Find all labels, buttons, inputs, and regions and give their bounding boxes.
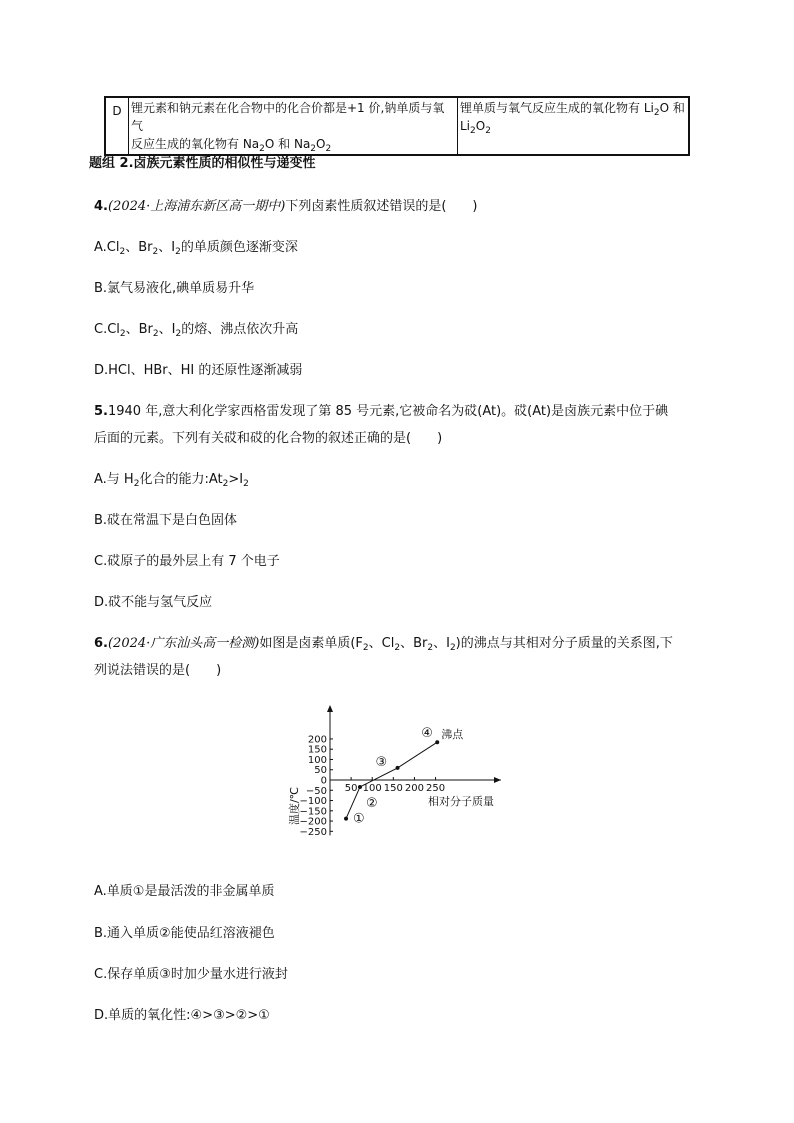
right-line1: 锂单质与氧气反应生成的氧化物有 Li <box>460 101 654 115</box>
question-number: 5. <box>94 404 108 419</box>
annotation-boiling-point: 沸点 <box>441 728 464 742</box>
question-text: 、I <box>433 636 450 651</box>
question-source: (2024·上海浦东新区高一期中) <box>107 199 286 214</box>
option-text: A.与 H <box>94 472 134 487</box>
x-tick-label: 200 <box>404 783 424 794</box>
option-text: C.Cl <box>94 322 120 337</box>
x-tick-label: 50 <box>344 783 358 794</box>
right-line1-end: O 和 <box>659 101 685 115</box>
y-tick-label: −250 <box>299 826 327 838</box>
option-d-table <box>104 96 690 156</box>
table-row <box>105 97 689 155</box>
subscript: 2 <box>222 479 229 489</box>
subscript: 2 <box>119 247 126 257</box>
question-6-line2: 列说法错误的是( ) <box>94 663 222 678</box>
question-5-line2: 后面的元素。下列有关砹和砹的化合物的叙述正确的是( ) <box>94 431 443 446</box>
option-text: 、Br <box>125 240 153 255</box>
subscript: 2 <box>362 643 369 653</box>
y-tick-label: −150 <box>299 806 327 818</box>
question-text: 下列卤素性质叙述错误的是( ) <box>285 199 478 214</box>
data-point <box>358 785 362 789</box>
option-text: 、I <box>158 322 176 337</box>
point-label: ① <box>353 811 365 827</box>
q4-option-a <box>94 240 298 256</box>
point-label: ④ <box>421 726 433 742</box>
subscript: 2 <box>427 643 434 653</box>
data-point <box>344 817 348 821</box>
subscript: 2 <box>175 247 181 257</box>
y-axis-label: 温度/℃ <box>288 786 301 826</box>
subscript: 2 <box>133 479 140 489</box>
q4-option-d: D.HCl、HBr、HI 的还原性逐渐减弱 <box>94 363 303 378</box>
question-text: 、Cl <box>368 636 395 651</box>
q5-option-b: B.砹在常温下是白色固体 <box>94 513 238 528</box>
x-axis-arrow <box>494 777 501 783</box>
q5-option-c: C.砹原子的最外层上有 7 个电子 <box>94 554 280 569</box>
subscript: 2 <box>653 108 660 118</box>
left-line2-mid: O 和 Na <box>264 137 311 151</box>
q5-option-a <box>94 472 249 488</box>
right-line2-mid: O <box>475 119 486 133</box>
subscript: 2 <box>259 144 265 154</box>
y-tick-label: 150 <box>307 744 327 756</box>
right-cell <box>458 97 690 155</box>
group-title: 题组 2.卤族元素性质的相似性与递变性 <box>89 156 316 171</box>
question-5-line1 <box>94 404 668 420</box>
data-point <box>396 766 400 770</box>
x-tick-label: 100 <box>362 783 382 794</box>
y-tick-label: −50 <box>305 785 327 797</box>
option-text: 、Br <box>125 322 153 337</box>
left-cell <box>129 97 458 155</box>
subscript: 2 <box>152 329 159 339</box>
q4-option-b: B.氯气易液化,碘单质易升华 <box>94 281 255 296</box>
q5-option-d: D.砹不能与氢气反应 <box>94 595 213 610</box>
subscript: 2 <box>119 329 126 339</box>
left-line1: 锂元素和钠元素在化合物中的化合价都是+1 价,钠单质与氧气 <box>131 101 445 133</box>
y-axis-arrow <box>327 705 333 712</box>
subscript: 2 <box>175 329 182 339</box>
y-tick-label: 0 <box>320 775 327 787</box>
x-axis-label: 相对分子质量 <box>428 795 494 808</box>
data-point <box>435 740 439 744</box>
question-number: 6. <box>94 636 108 651</box>
question-6-line1 <box>94 636 673 652</box>
y-tick-label: −200 <box>299 816 327 828</box>
question-text: 、Br <box>400 636 428 651</box>
y-tick-label: 200 <box>307 734 327 746</box>
option-text: 的熔、沸点依次升高 <box>181 322 299 337</box>
q6-option-a: A.单质①是最活泼的非金属单质 <box>94 884 275 899</box>
subscript: 2 <box>325 144 332 154</box>
option-text: A.Cl <box>94 240 120 255</box>
option-text: 化合的能力:At <box>139 472 223 487</box>
point-label: ③ <box>375 754 388 770</box>
left-line2-end: O <box>316 137 326 151</box>
subscript: 2 <box>394 643 401 653</box>
option-text: 、I <box>158 240 176 255</box>
q4-option-c <box>94 322 298 338</box>
subscript: 2 <box>310 144 317 154</box>
question-source: (2024·广东汕头高一检测) <box>107 636 260 651</box>
subscript: 2 <box>449 643 456 653</box>
question-text: 如图是卤素单质(F <box>259 636 363 651</box>
point-label: ② <box>365 795 378 811</box>
left-line2: 反应生成的氧化物有 Na <box>131 137 260 151</box>
y-tick-label: 100 <box>307 754 327 766</box>
q6-option-c: C.保存单质③时加少量水进行液封 <box>94 967 288 982</box>
boiling-point-chart <box>280 704 520 860</box>
row-label: D <box>105 97 129 155</box>
subscript: 2 <box>470 126 476 136</box>
subscript: 2 <box>485 126 491 136</box>
q6-option-d: D.单质的氧化性:④>③>②>① <box>94 1008 270 1023</box>
question-number: 4. <box>94 199 108 214</box>
question-4-stem <box>94 199 478 215</box>
x-tick-label: 250 <box>426 783 446 794</box>
x-tick-label: 150 <box>383 783 403 794</box>
y-tick-label: 50 <box>314 765 327 777</box>
q6-option-b: B.通入单质②能使品红溶液褪色 <box>94 926 275 941</box>
right-line2: Li <box>460 119 471 133</box>
subscript: 2 <box>152 247 159 257</box>
subscript: 2 <box>243 479 249 489</box>
y-tick-label: −100 <box>299 796 327 808</box>
option-text: 的单质颜色逐渐变深 <box>180 240 298 255</box>
question-text: 1940 年,意大利化学家西格雷发现了第 85 号元素,它被命名为砹(At)。砹(At)是卤族元素中位于碘 <box>107 404 669 419</box>
question-text: )的沸点与其相对分子质量的关系图,下 <box>455 636 673 651</box>
option-text: >I <box>228 472 244 487</box>
